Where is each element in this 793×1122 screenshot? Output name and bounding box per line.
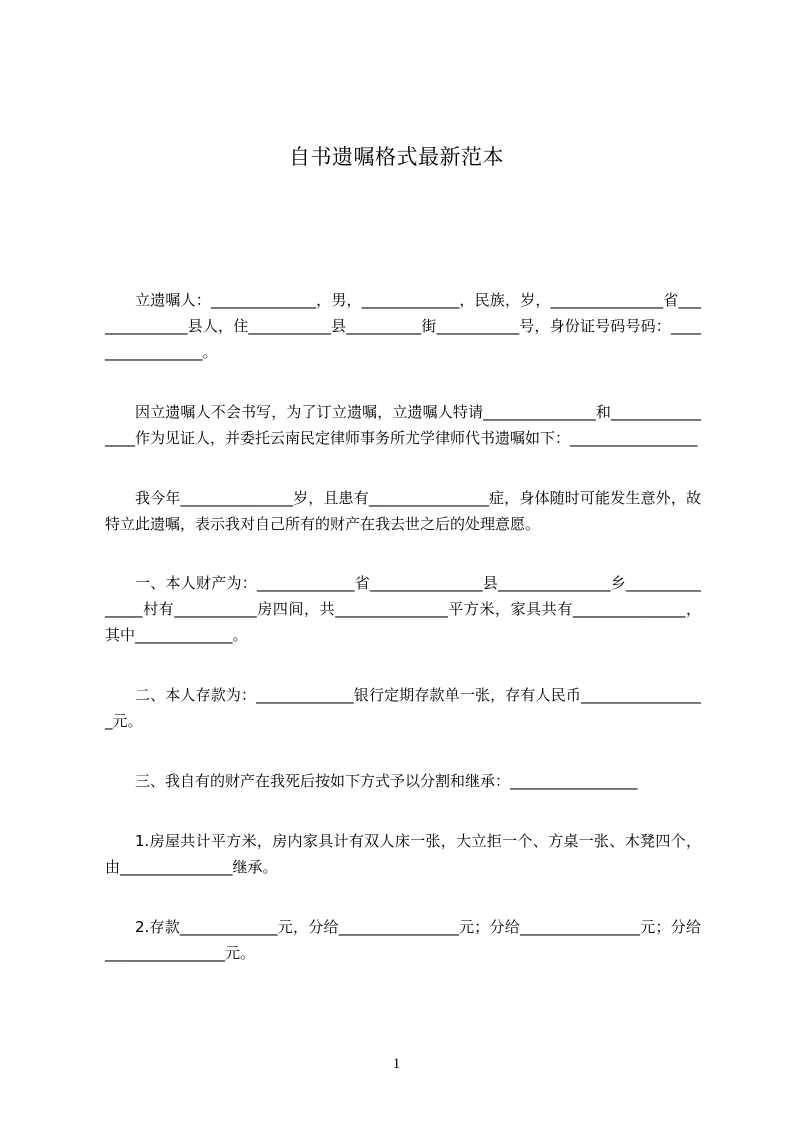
paragraph-item-1-house: 1.房屋共计平方米，房内家具计有双人床一张，大立拒一个、方桌一张、木凳四个，由_______________继承。 bbox=[105, 832, 701, 876]
paragraph-declaration: 我今年_______________岁，且患有________________症，身体随时可能发生意外，故特立此遗嘱，表示我对自己所有的财产在我去世之后的处理意愿。 bbox=[105, 489, 701, 533]
document-title: 自书遗嘱格式最新范本 bbox=[289, 145, 504, 169]
paragraph-distribution: 三、我自有的财产在我死后按如下方式予以分割和继承：_________________ bbox=[135, 772, 638, 790]
document-body bbox=[105, 287, 701, 1000]
page-number: 1 bbox=[392, 1056, 401, 1072]
paragraph-savings: 二、本人存款为：_____________银行定期存款单一张，存有人民币_________________元。 bbox=[105, 686, 701, 730]
paragraph-testator-info: 立遗嘱人：______________，男，_____________，民族，岁，_______________省______________县人，住___________县__________街___________号，身份证号码号码：_________________。 bbox=[105, 291, 701, 361]
paragraph-property: 一、本人财产为：_____________省_______________县_______________乡_______________村有___________房四间，共_______________平方米，家具共有_______________，其中_____________。 bbox=[105, 574, 701, 644]
paragraph-witnesses: 因立遗嘱人不会书写，为了订立遗嘱，立遗嘱人特请_______________和________________作为见证人，并委托云南民定律师事务所尤学律师代书遗嘱如下：_________________ bbox=[105, 403, 701, 447]
paragraph-item-2-savings: 2.存款_____________元，分给________________元；分给________________元；分给________________元。 bbox=[105, 918, 701, 962]
